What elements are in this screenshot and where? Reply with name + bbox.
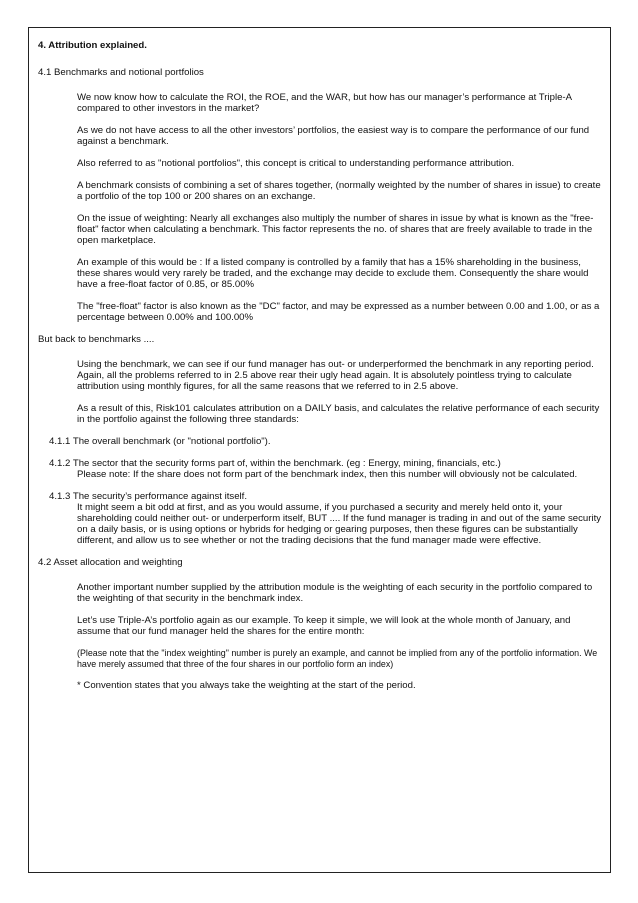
paragraph: We now know how to calculate the ROI, the ROE, and the WAR, but how has our manager’s performance at Triple-A compared to other investors in the market? — [77, 92, 572, 114]
section-4-1-title: 4.1 Benchmarks and notional portfolios — [38, 67, 204, 78]
paragraph: As a result of this, Risk101 calculates attribution on a DAILY basis, and calculates the relative performance of each security in the portfolio against the following three standards: — [77, 403, 600, 425]
subsection-4-1-1 — [49, 436, 604, 447]
section-heading: 4. Attribution explained. — [38, 40, 147, 51]
paragraph: An example of this would be : If a listed company is controlled by a family that has a 15% shareholding in the business, these shares would very rarely be traded, and the exchange may decide to exclude them. Consequently the share would have a free-float factor of 0.85, or 85.00% — [77, 257, 589, 290]
section-4-2-title: 4.2 Asset allocation and weighting — [38, 557, 183, 568]
paragraph: Using the benchmark, we can see if our fund manager has out- or underperformed the benchmark in any reporting period. Again, all the problems referred to in 2.5 above rear their ugly head again. It is absolutely pointless trying to calculate attribution using monthly figures, for all the same reasons that we referred to in 2.5 above. — [77, 359, 594, 392]
paragraph: As we do not have access to all the other investors’ portfolios, the easiest way is to compare the performance of our fund against a benchmark. — [77, 125, 590, 147]
back-to-benchmarks-title: But back to benchmarks .... — [38, 334, 155, 345]
paragraph: A benchmark consists of combining a set of shares together, (normally weighted by the number of shares in issue) to create a portfolio of the top 100 or 200 shares on an exchange. — [77, 180, 601, 202]
note-paragraph: (Please note that the "index weighting" number is purely an example, and cannot be implied from any of the portfolio information. We have merely assumed that three of the four shares in our portfolio form an index) — [77, 648, 598, 669]
subsection-body: Please note: If the share does not form part of the benchmark index, then this number will obviously not be calculated. — [77, 469, 578, 480]
subsection-4-1-2 — [49, 458, 604, 480]
subsection-title: 4.1.1 The overall benchmark (or "notional portfolio"). — [49, 436, 271, 447]
paragraph: Let’s use Triple-A’s portfolio again as our example. To keep it simple, we will look at the whole month of January, and assume that our fund manager held the shares for the entire month: — [77, 615, 571, 637]
subsection-title: 4.1.3 The security’s performance against itself. — [49, 491, 248, 502]
subsection-4-1-3 — [49, 491, 604, 546]
paragraph: On the issue of weighting: Nearly all exchanges also multiply the number of shares in issue by what is known as the "free-float" factor when calculating a benchmark. This factor represents the no. of shares that are freely available to trade in the open marketplace. — [77, 213, 594, 246]
document-body — [38, 40, 604, 702]
page-frame — [28, 27, 611, 873]
paragraph: Also referred to as "notional portfolios", this concept is critical to understanding performance attribution. — [77, 158, 515, 169]
subsection-title: 4.1.2 The sector that the security forms part of, within the benchmark. (eg : Energy, mining, financials, etc.) — [49, 458, 501, 469]
subsection-body: It might seem a bit odd at first, and as you would assume, if you purchased a security and merely held onto it, your shareholding could neither out- or underperform itself, BUT .... If the fund manager is trading in and out of the same security on a daily basis, or is using options or hybrids for hedging or gearing purposes, then these figures can be substantially different, and allow us to see whether or not the trading decisions that the fund manager made were effective. — [77, 502, 602, 546]
footnote: * Convention states that you always take the weighting at the start of the period. — [77, 680, 416, 691]
paragraph: The "free-float" factor is also known as the "DC" factor, and may be expressed as a number between 0.00 and 1.00, or as a percentage between 0.00% and 100.00% — [77, 301, 600, 323]
paragraph: Another important number supplied by the attribution module is the weighting of each security in the portfolio compared to the weighting of that security in the benchmark index. — [77, 582, 593, 604]
